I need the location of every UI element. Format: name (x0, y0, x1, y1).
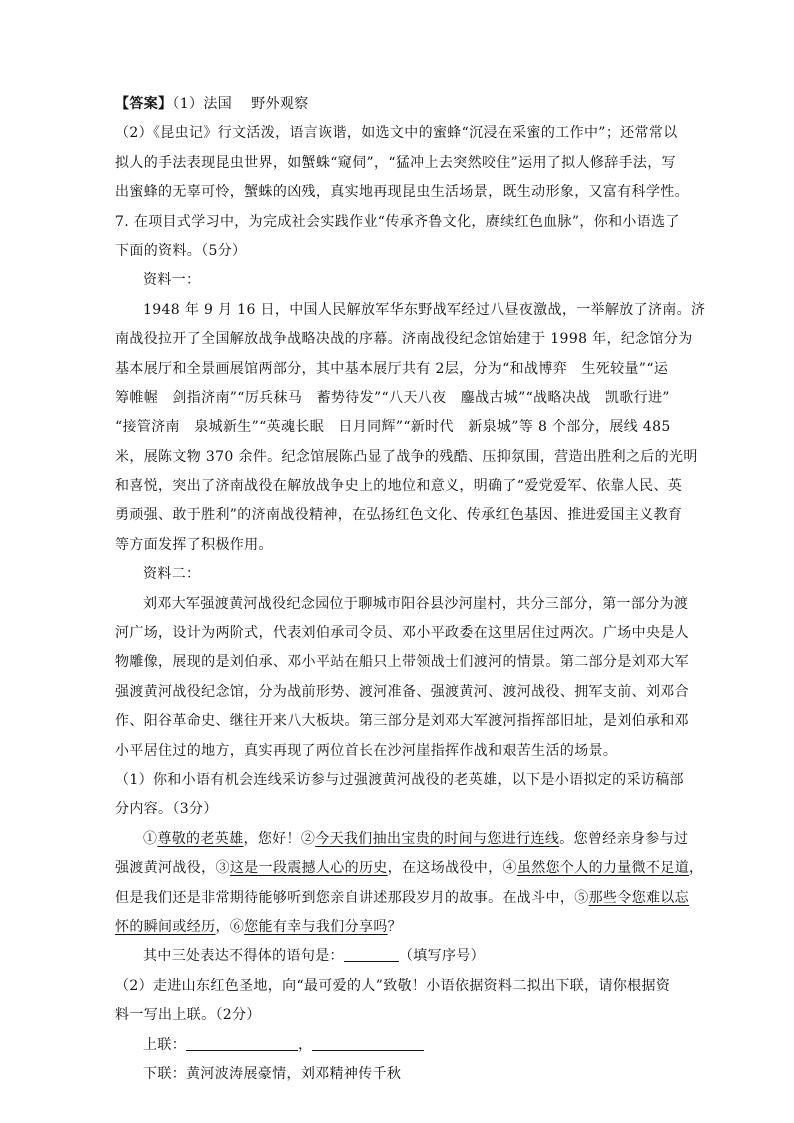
sentence-number: ⑤ (574, 889, 589, 906)
material-2-line: 河广场，设计为两阶式，代表刘伯承司令员、邓小平政委在这里居住过两次。广场中央是人 (115, 625, 689, 642)
answer-label: 【答案】 (115, 96, 173, 112)
sentence-1: 尊敬的老英雄 (157, 830, 244, 847)
sentence-2: 今天我们抽出宝贵的时间与您进行连线 (315, 830, 560, 847)
ask-text: 其中三处表达不得体的语句是： (143, 948, 344, 965)
interview-draft-line-4 (115, 913, 687, 942)
sentence-number: ② (300, 830, 316, 847)
answer-line-1 (115, 90, 687, 119)
material-1-line: 和喜悦，突出了济南战役在解放战争史上的地位和意义，明确了“爱党爱军、依靠人民、英 (115, 478, 683, 495)
upper-couplet-blank-1[interactable] (186, 1034, 298, 1051)
draft-text: ， (215, 918, 230, 935)
interview-draft-line-2 (115, 854, 704, 883)
upper-couplet-line (115, 1031, 687, 1060)
sub-question-1-ask (115, 942, 687, 971)
material-1-line: 等方面发挥了积极作用。 (115, 536, 273, 553)
draft-text: 强渡黄河战役， (115, 860, 216, 877)
material-1-line: 勇顽强、敢于胜利”的济南战役精神，在弘扬红色文化、传承红色基因、推进爱国主义教育 (115, 507, 683, 524)
sentence-number: ④ (502, 860, 517, 877)
answer-blank[interactable] (344, 945, 399, 962)
draft-text: 但是我们还是非常期待能够听到您亲自讲述那段岁月的故事。在战斗中， (115, 889, 575, 906)
material-1-line: 米，展陈文物 370 余件。纪念馆展陈凸显了战争的残酷、压抑氛围，营造出胜利之后的光明 (115, 448, 698, 465)
material-1-line: 南战役拉开了全国解放战争战略决战的序幕。济南战役纪念馆始建于 1998 年，纪念馆分为 (115, 331, 693, 348)
material-1-line: 基本展厅和全景画展馆两部分，其中基本展厅共有 2层，分为“和战博弈 生死较量”“运 (115, 360, 669, 377)
interview-draft-line-3 (115, 884, 690, 913)
answer-part-2-line: 出蜜蜂的无辜可怜，蟹蛛的凶残，真实地再现昆虫生活场景，既生动形象，又富有科学性。 (115, 184, 689, 201)
draft-text: 。您曾经亲身参与过 (559, 830, 689, 847)
sub-question-1-line: 分内容。（3分） (115, 801, 218, 818)
sub-question-1-line: （1）你和小语有机会连线采访参与过强渡黄河战役的老英雄，以下是小语拟定的采访稿部 (115, 771, 684, 788)
answer-part-2-line: （2）《昆虫记》行文活泼，语言诙谐，如选文中的蜜蜂“沉浸在采蜜的工作中”；还常常以 (115, 125, 678, 142)
draft-text: ， (689, 860, 704, 877)
draft-text: ？ (387, 918, 403, 935)
material-1-line: “接管济南 泉城新生”“英魂长眠 日月同辉”“新时代 新泉城”等 8 个部分，展线 485 (115, 419, 671, 436)
upper-couplet-label: 上联： (143, 1036, 187, 1053)
draft-text: ，您好！ (243, 830, 301, 847)
couplet-separator: ， (298, 1036, 313, 1053)
ask-hint: （填写序号） (398, 948, 486, 965)
draft-text: ，在这场战役中， (387, 860, 503, 877)
sentence-number: ③ (215, 860, 230, 877)
material-1-line: 筹帷幄 剑指济南”“厉兵秣马 蓄势待发”“八天八夜 鏖战古城”“战略决战 凯歌行进” (115, 389, 670, 406)
sentence-6: 您能有幸与我们分享吗 (244, 918, 388, 935)
upper-couplet-blank-2[interactable] (312, 1034, 424, 1051)
sentence-number: ⑥ (229, 918, 245, 935)
material-1-title: 资料一： (143, 272, 201, 289)
sentence-5: 那些令您难以忘 (588, 889, 690, 906)
answer-part-2-line: 拟人的手法表现昆虫世界，如蟹蛛“窥伺”，“猛冲上去突然咬住”运用了拟人修辞手法，写 (115, 154, 676, 171)
sentence-3: 这是一段震撼人心的历史 (229, 860, 388, 877)
answer-sheet (115, 90, 706, 1089)
sentence-4: 虽然您个人的力量微不足道 (516, 860, 690, 877)
material-2-line: 作、阳谷革命史、继往开来八大板块。第三部分是刘邓大军渡河指挥部旧址，是刘伯承和邓 (115, 713, 689, 730)
sentence-number: ① (143, 830, 158, 847)
answer-part-1: （1）法国 野外观察 (172, 96, 309, 112)
question-intro-line: 7. 在项目式学习中，为完成社会实践作业“传承齐鲁文化，赓续红色血脉”，你和小语选了 (115, 213, 680, 230)
material-2-line: 小平居住过的地方，真实再现了两位首长在沙河崖指挥作战和艰苦生活的场景。 (115, 742, 618, 759)
sub-question-2-line: （2）走进山东红色圣地，向“最可爱的人”致敬！小语依据资料二拟出下联，请你根据资 (115, 977, 671, 994)
lower-couplet-text: 黄河波涛展豪情，刘邓精神传千秋 (186, 1065, 402, 1082)
material-2-line: 刘邓大军强渡黄河战役纪念园位于聊城市阳谷县沙河崖村，共分三部分，第一部分为渡 (143, 595, 689, 612)
material-2-title: 资料二： (143, 566, 201, 583)
sentence-5-cont: 怀的瞬间或经历 (115, 918, 216, 935)
question-intro-line: 下面的资料。（5分） (115, 242, 247, 259)
lower-couplet-line (115, 1060, 687, 1089)
material-1-line: 1948 年 9 月 16 日，中国人民解放军华东野战军经过八昼夜激战，一举解放了济南。济 (143, 301, 706, 318)
material-2-line: 强渡黄河战役纪念馆，分为战前形势、渡河准备、强渡黄河、渡河战役、拥军支前、刘邓合 (115, 683, 689, 700)
sub-question-2-line: 料一写出上联。（2分） (115, 1007, 261, 1024)
interview-draft-line-1 (115, 825, 687, 854)
lower-couplet-label: 下联： (143, 1065, 187, 1082)
material-2-line: 物雕像，展现的是刘伯承、邓小平站在船只上带领战士们渡河的情景。第二部分是刘邓大军 (115, 654, 689, 671)
